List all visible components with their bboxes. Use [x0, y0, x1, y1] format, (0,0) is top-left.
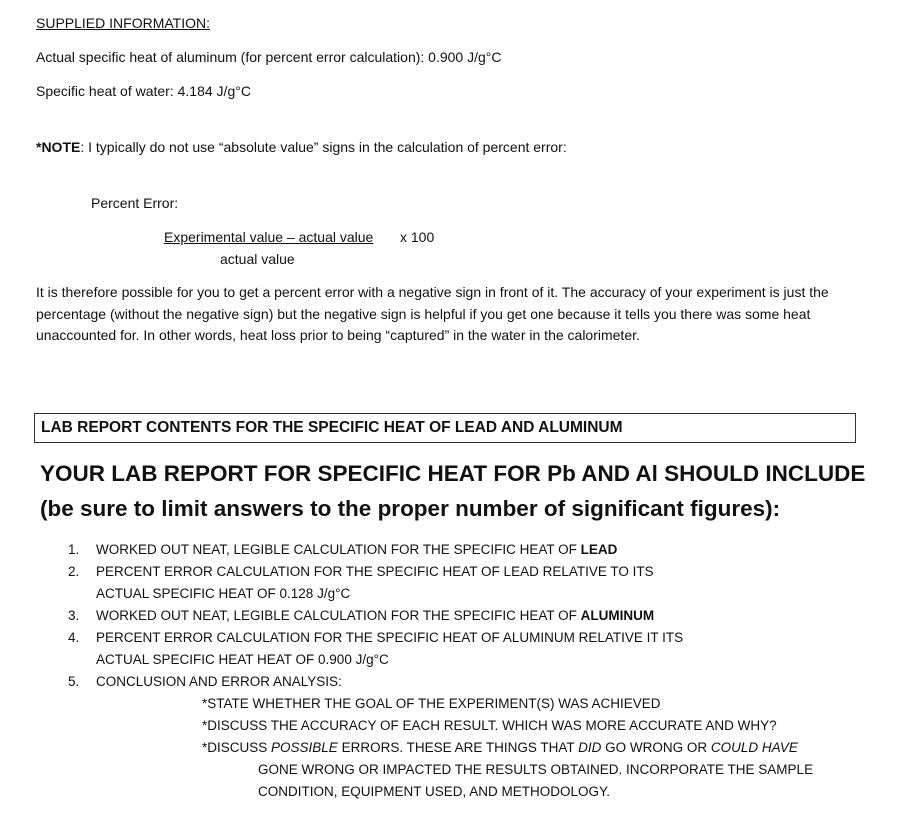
sub-item-discuss-errors-line2: GONE WRONG OR IMPACTED THE RESULTS OBTAINED. INCORPORATE THE SAMPLE	[258, 762, 814, 777]
list-item-2-line1: PERCENT ERROR CALCULATION FOR THE SPECIFIC HEAT OF LEAD RELATIVE TO ITS	[96, 564, 654, 579]
note-line	[36, 138, 567, 156]
sub-item-discuss-accuracy: *DISCUSS THE ACCURACY OF EACH RESULT. WHICH WAS MORE ACCURATE AND WHY?	[202, 718, 777, 733]
list-number: 2.	[68, 564, 80, 579]
percent-error-title: Percent Error:	[91, 195, 179, 211]
formula-denominator: actual value	[220, 251, 295, 267]
list-number: 3.	[68, 608, 80, 623]
list-item-3-text: WORKED OUT NEAT, LEGIBLE CALCULATION FOR THE SPECIFIC HEAT OF	[96, 608, 581, 623]
list-item-3-bold: ALUMINUM	[580, 608, 655, 623]
explanation-paragraph: It is therefore possible for you to get a percent error with a negative sign in front of it. The accuracy of your experiment is just the percentage (without the negative sign) but the negative sign is helpful if you get one because it tells you there was some heat unaccounted for. In other words, heat loss prior to being “captured” in the water in the calorimeter.	[36, 284, 829, 343]
sub-item-state-goal: *STATE WHETHER THE GOAL OF THE EXPERIMENT(S) WAS ACHIEVED	[202, 696, 661, 711]
lab-report-contents-box	[34, 413, 856, 443]
report-title-line2: (be sure to limit answers to the proper number of significant figures):	[40, 496, 781, 521]
sub-item-italic: POSSIBLE	[271, 740, 338, 755]
report-title-line1: YOUR LAB REPORT FOR SPECIFIC HEAT FOR Pb AND Al SHOULD INCLUDE	[40, 461, 866, 486]
water-specific-heat-line: Specific heat of water: 4.184 J/g°C	[36, 83, 251, 99]
sub-item-italic: COULD HAVE	[710, 740, 798, 755]
list-item-5: CONCLUSION AND ERROR ANALYSIS:	[96, 674, 342, 689]
list-item-2-line2: ACTUAL SPECIFIC HEAT OF 0.128 J/g°C	[96, 586, 351, 601]
sub-item-discuss-errors	[202, 739, 798, 757]
list-item-4-line2: ACTUAL SPECIFIC HEAT HEAT OF 0.900 J/g°C	[96, 652, 389, 667]
list-item-4-line1: PERCENT ERROR CALCULATION FOR THE SPECIFIC HEAT OF ALUMINUM RELATIVE IT ITS	[96, 630, 684, 645]
formula-numerator: Experimental value – actual value	[164, 229, 374, 245]
aluminum-specific-heat-line: Actual specific heat of aluminum (for percent error calculation): 0.900 J/g°C	[36, 49, 502, 65]
sub-item-text: GO WRONG OR	[601, 740, 711, 755]
list-item-3	[96, 607, 654, 625]
note-label: *NOTE	[36, 139, 81, 155]
supplied-heading: SUPPLIED INFORMATION:	[36, 15, 210, 31]
list-number: 5.	[68, 674, 80, 689]
list-item-1-bold: LEAD	[580, 542, 618, 557]
lab-report-contents-heading: LAB REPORT CONTENTS FOR THE SPECIFIC HEAT OF LEAD AND ALUMINUM	[41, 419, 623, 436]
sub-item-text: ERRORS. THESE ARE THINGS THAT	[337, 740, 579, 755]
list-item-1	[96, 541, 617, 559]
sub-item-text: *DISCUSS	[202, 740, 272, 755]
sub-item-italic: DID	[578, 740, 602, 755]
list-number: 1.	[68, 542, 80, 557]
list-item-1-text: WORKED OUT NEAT, LEGIBLE CALCULATION FOR THE SPECIFIC HEAT OF	[96, 542, 581, 557]
sub-item-discuss-errors-line3: CONDITION, EQUIPMENT USED, AND METHODOLOGY.	[258, 784, 611, 799]
list-number: 4.	[68, 630, 80, 645]
note-text: : I typically do not use “absolute value” signs in the calculation of percent error:	[80, 139, 567, 155]
formula-multiplier: x 100	[400, 229, 435, 245]
